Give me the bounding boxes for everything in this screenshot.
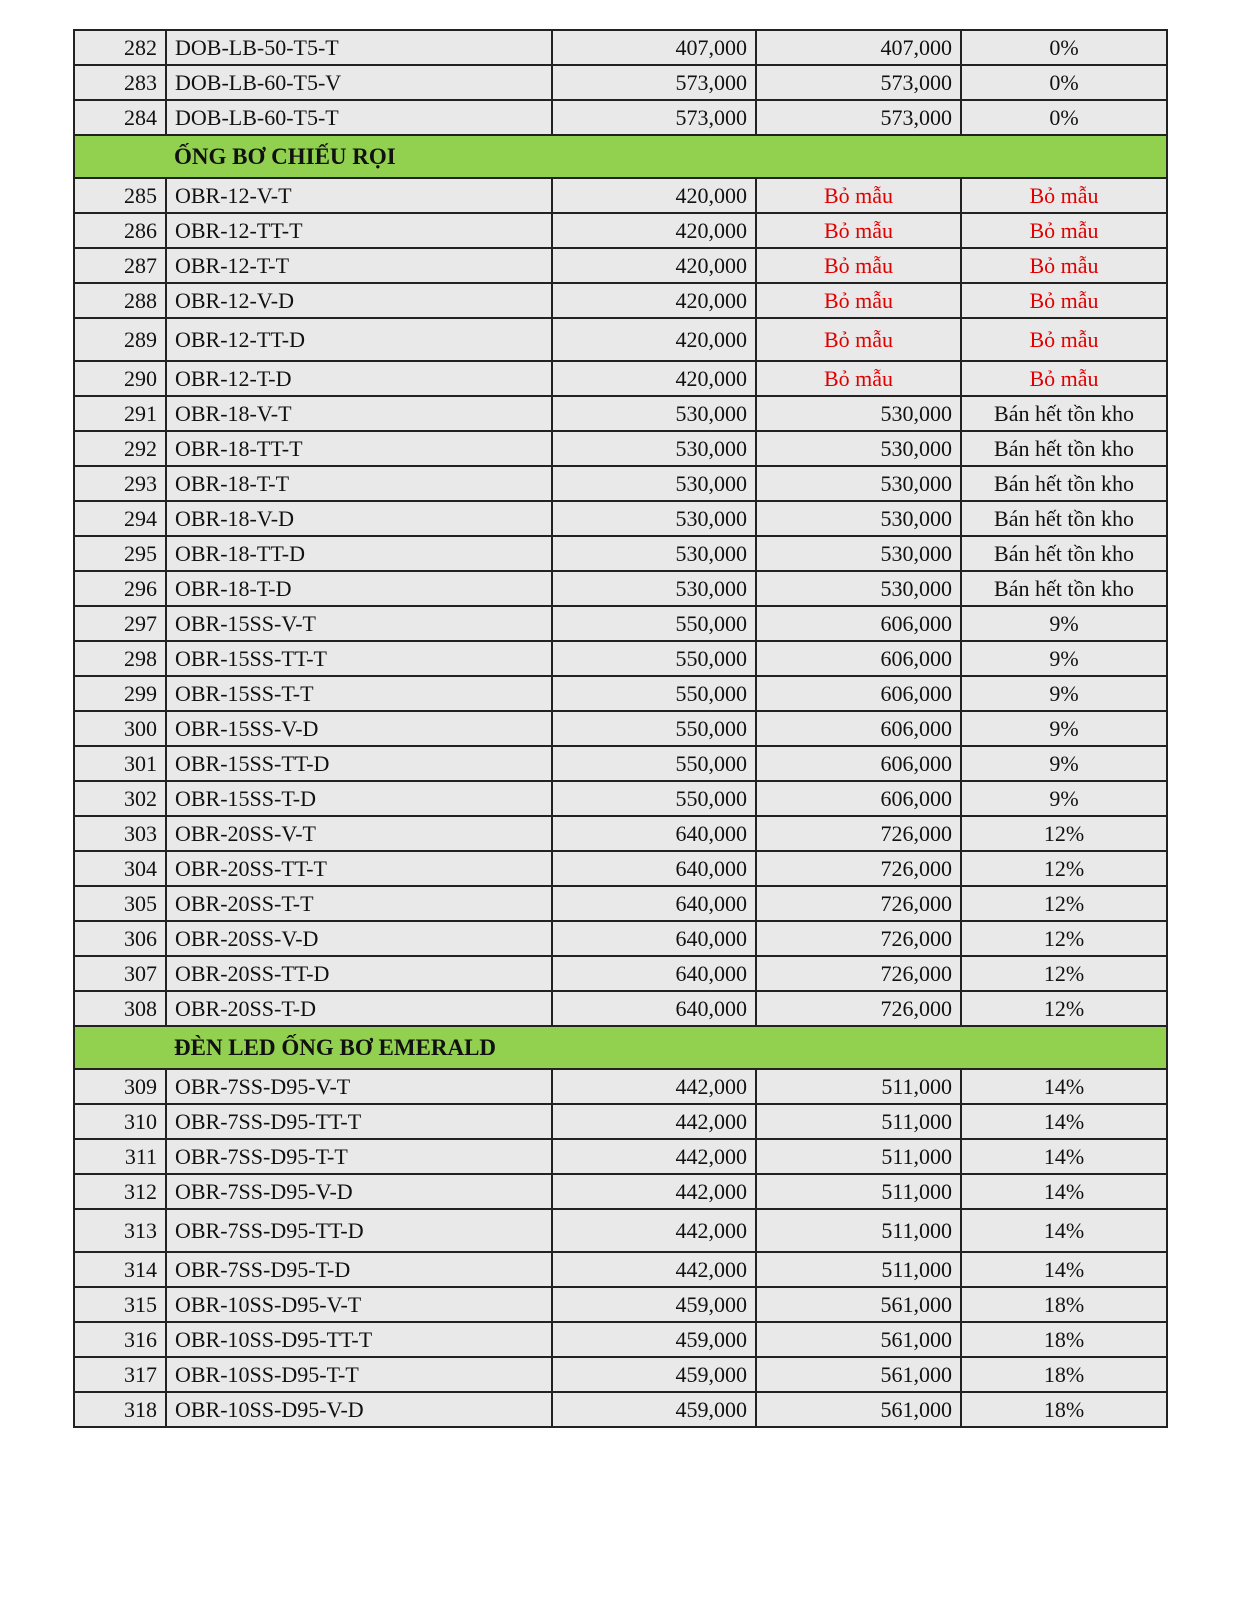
table-row bbox=[74, 536, 1167, 571]
price-new: 530,000 bbox=[756, 501, 961, 536]
price-old: 530,000 bbox=[552, 571, 756, 606]
price-change: 18% bbox=[961, 1392, 1167, 1427]
row-number: 284 bbox=[74, 100, 166, 135]
price-old: 442,000 bbox=[552, 1069, 756, 1104]
product-code: OBR-15SS-V-D bbox=[166, 711, 552, 746]
price-old: 530,000 bbox=[552, 536, 756, 571]
product-code: OBR-12-T-T bbox=[166, 248, 552, 283]
price-old: 640,000 bbox=[552, 991, 756, 1026]
row-number: 314 bbox=[74, 1252, 166, 1287]
table-row bbox=[74, 781, 1167, 816]
price-new: 726,000 bbox=[756, 921, 961, 956]
price-change: 18% bbox=[961, 1287, 1167, 1322]
price-change: 14% bbox=[961, 1209, 1167, 1252]
product-code: OBR-7SS-D95-T-T bbox=[166, 1139, 552, 1174]
price-change: 14% bbox=[961, 1104, 1167, 1139]
price-change: 0% bbox=[961, 100, 1167, 135]
price-change: 14% bbox=[961, 1174, 1167, 1209]
row-number: 302 bbox=[74, 781, 166, 816]
product-code: OBR-15SS-V-T bbox=[166, 606, 552, 641]
price-old: 530,000 bbox=[552, 431, 756, 466]
table-row bbox=[74, 991, 1167, 1026]
row-number: 290 bbox=[74, 361, 166, 396]
price-old: 420,000 bbox=[552, 318, 756, 361]
price-old: 459,000 bbox=[552, 1357, 756, 1392]
row-number: 310 bbox=[74, 1104, 166, 1139]
price-old: 640,000 bbox=[552, 921, 756, 956]
row-number: 308 bbox=[74, 991, 166, 1026]
section-header-row bbox=[74, 135, 1167, 178]
price-old: 550,000 bbox=[552, 711, 756, 746]
row-number: 288 bbox=[74, 283, 166, 318]
price-new: 511,000 bbox=[756, 1069, 961, 1104]
row-number: 283 bbox=[74, 65, 166, 100]
table-row bbox=[74, 641, 1167, 676]
price-change: 18% bbox=[961, 1357, 1167, 1392]
price-old: 459,000 bbox=[552, 1322, 756, 1357]
price-change: Bán hết tồn kho bbox=[961, 501, 1167, 536]
table-row bbox=[74, 711, 1167, 746]
row-number: 307 bbox=[74, 956, 166, 991]
price-new: 407,000 bbox=[756, 30, 961, 65]
price-change: 12% bbox=[961, 956, 1167, 991]
price-old: 442,000 bbox=[552, 1174, 756, 1209]
price-old: 550,000 bbox=[552, 781, 756, 816]
price-old: 640,000 bbox=[552, 816, 756, 851]
price-old: 530,000 bbox=[552, 396, 756, 431]
table-row bbox=[74, 921, 1167, 956]
product-code: DOB-LB-60-T5-T bbox=[166, 100, 552, 135]
price-new: 726,000 bbox=[756, 956, 961, 991]
price-change: 14% bbox=[961, 1139, 1167, 1174]
price-old: 550,000 bbox=[552, 606, 756, 641]
product-code: OBR-20SS-TT-T bbox=[166, 851, 552, 886]
price-change: Bỏ mẫu bbox=[961, 248, 1167, 283]
product-code: OBR-12-V-T bbox=[166, 178, 552, 213]
price-new: 606,000 bbox=[756, 641, 961, 676]
price-old: 459,000 bbox=[552, 1392, 756, 1427]
price-old: 420,000 bbox=[552, 213, 756, 248]
price-new: Bỏ mẫu bbox=[756, 283, 961, 318]
table-row bbox=[74, 1252, 1167, 1287]
row-number: 287 bbox=[74, 248, 166, 283]
row-number: 286 bbox=[74, 213, 166, 248]
product-code: DOB-LB-60-T5-V bbox=[166, 65, 552, 100]
section-header-row bbox=[74, 1026, 1167, 1069]
row-number: 303 bbox=[74, 816, 166, 851]
price-old: 442,000 bbox=[552, 1104, 756, 1139]
price-table-body bbox=[74, 30, 1167, 1427]
table-row bbox=[74, 851, 1167, 886]
price-change: 9% bbox=[961, 641, 1167, 676]
price-new: 606,000 bbox=[756, 781, 961, 816]
product-code: OBR-12-TT-T bbox=[166, 213, 552, 248]
row-number: 291 bbox=[74, 396, 166, 431]
table-row bbox=[74, 956, 1167, 991]
price-old: 442,000 bbox=[552, 1139, 756, 1174]
product-code: OBR-7SS-D95-V-D bbox=[166, 1174, 552, 1209]
table-row bbox=[74, 318, 1167, 361]
table-row bbox=[74, 30, 1167, 65]
row-number: 293 bbox=[74, 466, 166, 501]
product-code: OBR-7SS-D95-V-T bbox=[166, 1069, 552, 1104]
product-code: OBR-18-V-D bbox=[166, 501, 552, 536]
price-old: 550,000 bbox=[552, 641, 756, 676]
table-row bbox=[74, 1322, 1167, 1357]
product-code: OBR-15SS-TT-D bbox=[166, 746, 552, 781]
row-number: 295 bbox=[74, 536, 166, 571]
product-code: OBR-18-V-T bbox=[166, 396, 552, 431]
table-row bbox=[74, 248, 1167, 283]
product-code: OBR-7SS-D95-TT-D bbox=[166, 1209, 552, 1252]
price-change: Bỏ mẫu bbox=[961, 283, 1167, 318]
price-change: 9% bbox=[961, 781, 1167, 816]
price-old: 459,000 bbox=[552, 1287, 756, 1322]
price-new: 561,000 bbox=[756, 1322, 961, 1357]
price-new: 726,000 bbox=[756, 851, 961, 886]
table-row bbox=[74, 466, 1167, 501]
price-new: 561,000 bbox=[756, 1357, 961, 1392]
price-new: 726,000 bbox=[756, 991, 961, 1026]
product-code: OBR-10SS-D95-T-T bbox=[166, 1357, 552, 1392]
row-number: 298 bbox=[74, 641, 166, 676]
table-row bbox=[74, 178, 1167, 213]
price-old: 420,000 bbox=[552, 361, 756, 396]
price-new: 530,000 bbox=[756, 431, 961, 466]
price-change: 9% bbox=[961, 676, 1167, 711]
price-new: 606,000 bbox=[756, 606, 961, 641]
price-old: 420,000 bbox=[552, 178, 756, 213]
section-title: ĐÈN LED ỐNG BƠ EMERALD bbox=[166, 1026, 1167, 1069]
product-code: OBR-12-T-D bbox=[166, 361, 552, 396]
product-code: OBR-12-V-D bbox=[166, 283, 552, 318]
price-new: 530,000 bbox=[756, 396, 961, 431]
product-code: OBR-18-TT-D bbox=[166, 536, 552, 571]
row-number: 299 bbox=[74, 676, 166, 711]
price-old: 573,000 bbox=[552, 65, 756, 100]
price-change: 0% bbox=[961, 30, 1167, 65]
table-row bbox=[74, 1209, 1167, 1252]
table-row bbox=[74, 886, 1167, 921]
table-row bbox=[74, 65, 1167, 100]
section-empty-cell bbox=[74, 135, 166, 178]
section-title: ỐNG BƠ CHIẾU RỌI bbox=[166, 135, 1167, 178]
table-row bbox=[74, 676, 1167, 711]
price-new: 606,000 bbox=[756, 676, 961, 711]
section-empty-cell bbox=[74, 1026, 166, 1069]
price-new: 726,000 bbox=[756, 816, 961, 851]
price-change: 12% bbox=[961, 816, 1167, 851]
product-code: OBR-15SS-T-D bbox=[166, 781, 552, 816]
product-code: OBR-20SS-V-T bbox=[166, 816, 552, 851]
row-number: 312 bbox=[74, 1174, 166, 1209]
price-new: 511,000 bbox=[756, 1252, 961, 1287]
row-number: 306 bbox=[74, 921, 166, 956]
table-row bbox=[74, 1139, 1167, 1174]
price-change: 12% bbox=[961, 991, 1167, 1026]
product-code: OBR-20SS-V-D bbox=[166, 921, 552, 956]
price-change: Bán hết tồn kho bbox=[961, 431, 1167, 466]
row-number: 311 bbox=[74, 1139, 166, 1174]
row-number: 282 bbox=[74, 30, 166, 65]
table-row bbox=[74, 571, 1167, 606]
price-old: 442,000 bbox=[552, 1252, 756, 1287]
row-number: 313 bbox=[74, 1209, 166, 1252]
price-old: 573,000 bbox=[552, 100, 756, 135]
table-row bbox=[74, 501, 1167, 536]
row-number: 301 bbox=[74, 746, 166, 781]
product-code: OBR-10SS-D95-TT-T bbox=[166, 1322, 552, 1357]
price-change: 14% bbox=[961, 1069, 1167, 1104]
price-new: 561,000 bbox=[756, 1287, 961, 1322]
product-code: OBR-18-T-T bbox=[166, 466, 552, 501]
row-number: 297 bbox=[74, 606, 166, 641]
row-number: 316 bbox=[74, 1322, 166, 1357]
price-old: 640,000 bbox=[552, 851, 756, 886]
table-row bbox=[74, 361, 1167, 396]
price-old: 442,000 bbox=[552, 1209, 756, 1252]
price-new: 530,000 bbox=[756, 466, 961, 501]
price-new: 573,000 bbox=[756, 100, 961, 135]
table-row bbox=[74, 816, 1167, 851]
price-new: 561,000 bbox=[756, 1392, 961, 1427]
product-code: OBR-20SS-T-D bbox=[166, 991, 552, 1026]
product-code: OBR-7SS-D95-TT-T bbox=[166, 1104, 552, 1139]
price-new: 511,000 bbox=[756, 1104, 961, 1139]
price-old: 640,000 bbox=[552, 886, 756, 921]
product-code: OBR-20SS-TT-D bbox=[166, 956, 552, 991]
product-code: OBR-18-T-D bbox=[166, 571, 552, 606]
price-old: 640,000 bbox=[552, 956, 756, 991]
price-change: 12% bbox=[961, 921, 1167, 956]
price-change: Bỏ mẫu bbox=[961, 178, 1167, 213]
product-code: OBR-12-TT-D bbox=[166, 318, 552, 361]
price-change: 12% bbox=[961, 851, 1167, 886]
price-new: Bỏ mẫu bbox=[756, 213, 961, 248]
price-change: Bán hết tồn kho bbox=[961, 466, 1167, 501]
price-new: Bỏ mẫu bbox=[756, 178, 961, 213]
price-old: 407,000 bbox=[552, 30, 756, 65]
table-row bbox=[74, 1174, 1167, 1209]
table-row bbox=[74, 1287, 1167, 1322]
table-row bbox=[74, 1392, 1167, 1427]
table-row bbox=[74, 396, 1167, 431]
product-code: OBR-7SS-D95-T-D bbox=[166, 1252, 552, 1287]
row-number: 296 bbox=[74, 571, 166, 606]
price-change: Bán hết tồn kho bbox=[961, 536, 1167, 571]
price-new: 606,000 bbox=[756, 711, 961, 746]
row-number: 305 bbox=[74, 886, 166, 921]
price-change: Bỏ mẫu bbox=[961, 213, 1167, 248]
row-number: 315 bbox=[74, 1287, 166, 1322]
price-new: 530,000 bbox=[756, 571, 961, 606]
price-new: Bỏ mẫu bbox=[756, 318, 961, 361]
row-number: 317 bbox=[74, 1357, 166, 1392]
price-new: 573,000 bbox=[756, 65, 961, 100]
price-change: 14% bbox=[961, 1252, 1167, 1287]
product-code: OBR-10SS-D95-V-T bbox=[166, 1287, 552, 1322]
price-change: 9% bbox=[961, 746, 1167, 781]
price-change: 18% bbox=[961, 1322, 1167, 1357]
price-new: 511,000 bbox=[756, 1139, 961, 1174]
price-table-sheet bbox=[73, 29, 1166, 1428]
row-number: 318 bbox=[74, 1392, 166, 1427]
product-code: DOB-LB-50-T5-T bbox=[166, 30, 552, 65]
price-old: 550,000 bbox=[552, 746, 756, 781]
price-new: 606,000 bbox=[756, 746, 961, 781]
price-change: Bán hết tồn kho bbox=[961, 571, 1167, 606]
price-change: 12% bbox=[961, 886, 1167, 921]
price-change: 9% bbox=[961, 711, 1167, 746]
product-code: OBR-15SS-TT-T bbox=[166, 641, 552, 676]
price-new: 511,000 bbox=[756, 1174, 961, 1209]
table-row bbox=[74, 1069, 1167, 1104]
price-new: Bỏ mẫu bbox=[756, 248, 961, 283]
price-old: 420,000 bbox=[552, 283, 756, 318]
price-change: Bán hết tồn kho bbox=[961, 396, 1167, 431]
price-old: 420,000 bbox=[552, 248, 756, 283]
price-table bbox=[73, 29, 1168, 1428]
table-row bbox=[74, 606, 1167, 641]
row-number: 300 bbox=[74, 711, 166, 746]
row-number: 289 bbox=[74, 318, 166, 361]
table-row bbox=[74, 213, 1167, 248]
price-old: 530,000 bbox=[552, 501, 756, 536]
price-change: Bỏ mẫu bbox=[961, 318, 1167, 361]
price-change: 9% bbox=[961, 606, 1167, 641]
price-old: 530,000 bbox=[552, 466, 756, 501]
price-new: 530,000 bbox=[756, 536, 961, 571]
price-new: 726,000 bbox=[756, 886, 961, 921]
price-old: 550,000 bbox=[552, 676, 756, 711]
row-number: 309 bbox=[74, 1069, 166, 1104]
row-number: 294 bbox=[74, 501, 166, 536]
row-number: 304 bbox=[74, 851, 166, 886]
product-code: OBR-10SS-D95-V-D bbox=[166, 1392, 552, 1427]
price-new: Bỏ mẫu bbox=[756, 361, 961, 396]
table-row bbox=[74, 431, 1167, 466]
price-change: Bỏ mẫu bbox=[961, 361, 1167, 396]
row-number: 292 bbox=[74, 431, 166, 466]
product-code: OBR-20SS-T-T bbox=[166, 886, 552, 921]
row-number: 285 bbox=[74, 178, 166, 213]
price-new: 511,000 bbox=[756, 1209, 961, 1252]
table-row bbox=[74, 746, 1167, 781]
table-row bbox=[74, 1104, 1167, 1139]
product-code: OBR-18-TT-T bbox=[166, 431, 552, 466]
table-row bbox=[74, 1357, 1167, 1392]
table-row bbox=[74, 100, 1167, 135]
product-code: OBR-15SS-T-T bbox=[166, 676, 552, 711]
table-row bbox=[74, 283, 1167, 318]
price-change: 0% bbox=[961, 65, 1167, 100]
